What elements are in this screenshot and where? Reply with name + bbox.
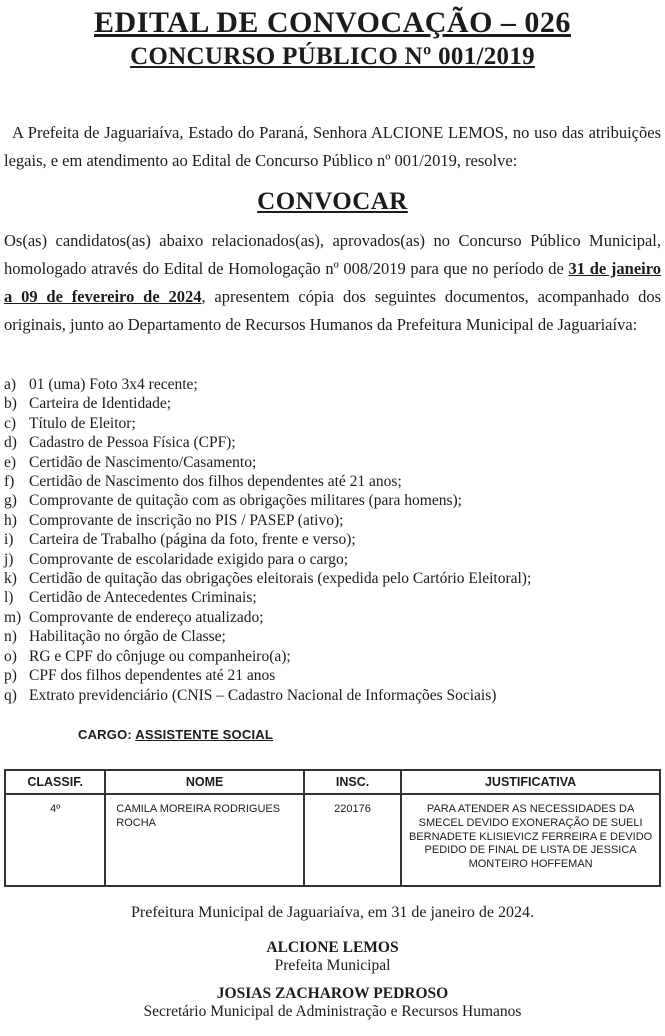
convocation-period: 31 de janeiro a 09 de fevereiro de 2024	[4, 259, 662, 306]
cargo-value: ASSISTENTE SOCIAL	[135, 726, 273, 742]
signature-role: Secretário Municipal de Administração e Recursos Humanos	[143, 1002, 522, 1020]
list-letter: h)	[4, 511, 17, 529]
list-item-g	[4, 491, 661, 510]
list-letter: c)	[4, 414, 17, 432]
list-text: Certidão de quitação das obrigações eleitorais (expedida pelo Cartório Eleitoral);	[29, 570, 532, 588]
list-item-o	[4, 647, 661, 666]
convocar-heading: CONVOCAR	[257, 188, 408, 215]
list-item-k	[4, 569, 661, 588]
cell-nome: CAMILA MOREIRA RODRIGUES ROCHA	[105, 794, 304, 886]
list-text: Certidão de Nascimento dos filhos dependentes até 21 anos;	[29, 473, 402, 491]
list-item-j	[4, 550, 661, 569]
list-text: Certidão de Antecedentes Criminais;	[29, 589, 257, 607]
list-letter: k)	[4, 570, 17, 588]
header-insc: INSC.	[304, 770, 401, 794]
cell-insc: 220176	[304, 794, 401, 886]
list-item-e	[4, 453, 661, 472]
candidates-table	[4, 769, 661, 887]
signature-role: Prefeita Municipal	[274, 956, 391, 974]
list-text: CPF dos filhos dependentes até 21 anos	[29, 667, 276, 685]
convocation-text-start: Os(as) candidatos(as) abaixo relacionados(as), aprovados(as) no Concurso Público Municipal, homologado através do Edital de Homologação nº 008/2019 para que no período de	[4, 231, 661, 278]
table-row	[5, 794, 660, 886]
cargo-label: CARGO:	[78, 726, 136, 742]
list-item-b	[4, 394, 661, 413]
list-item-q	[4, 686, 661, 705]
list-item-c	[4, 414, 661, 433]
list-text: Certidão de Nascimento/Casamento;	[29, 453, 257, 471]
document-subtitle: CONCURSO PÚBLICO Nº 001/2019	[130, 43, 535, 70]
intro-paragraph: A Prefeita de Jaguariaíva, Estado do Paraná, Senhora ALCIONE LEMOS, no uso das atribuições legais, e em atendimento ao Edital de Concurso Público nº 001/2019, resolve:	[4, 123, 661, 170]
list-letter: q)	[4, 686, 17, 704]
table-header-row	[5, 770, 660, 794]
date-line: Prefeitura Municipal de Jaguariaíva, em 31 de janeiro de 2024.	[131, 903, 534, 921]
list-text: Extrato previdenciário (CNIS – Cadastro Nacional de Informações Sociais)	[29, 686, 497, 704]
list-text: Título de Eleitor;	[29, 414, 136, 432]
list-text: Habilitação no órgão de Classe;	[29, 628, 226, 646]
list-item-m	[4, 608, 661, 627]
list-text: Carteira de Identidade;	[29, 395, 172, 413]
list-item-f	[4, 472, 661, 491]
header-nome: NOME	[105, 770, 304, 794]
list-text: Cadastro de Pessoa Física (CPF);	[29, 434, 236, 452]
cell-classif: 4º	[5, 794, 105, 886]
list-item-d	[4, 433, 661, 452]
list-text: Comprovante de escolaridade exigido para o cargo;	[29, 550, 349, 568]
list-letter: f)	[4, 473, 15, 491]
required-documents-list	[4, 375, 661, 705]
list-letter: m)	[4, 608, 22, 626]
cargo-line	[78, 727, 661, 743]
header-classif: CLASSIF.	[5, 770, 105, 794]
list-item-i	[4, 530, 661, 549]
list-item-a	[4, 375, 661, 394]
list-letter: i)	[4, 531, 14, 549]
list-letter: l)	[4, 589, 14, 607]
list-letter: a)	[4, 376, 17, 393]
list-item-h	[4, 511, 661, 530]
signature-secretary	[4, 985, 661, 1021]
cell-justificativa: PARA ATENDER AS NECESSIDADES DA SMECEL DEVIDO EXONERAÇÃO DE SUELI BERNADETE KLISIEVICZ FERREIRA E DEVIDO PEDIDO DE FINAL DE LISTA DE JESSICA MONTEIRO HOFFEMAN	[401, 794, 660, 886]
list-letter: p)	[4, 667, 17, 685]
list-letter: b)	[4, 395, 17, 413]
list-letter: j)	[4, 550, 14, 568]
document-title: EDITAL DE CONVOCAÇÃO – 026	[94, 6, 571, 39]
convocation-text-end: , apresentem cópia dos seguintes documentos, acompanhado dos originais, junto ao Departamento de Recursos Humanos da Prefeitura Municipal de Jaguariaíva:	[4, 287, 661, 334]
convocation-paragraph	[4, 227, 661, 339]
list-item-l	[4, 588, 661, 607]
list-text: Comprovante de inscrição no PIS / PASEP (ativo);	[29, 511, 344, 529]
list-text: Carteira de Trabalho (página da foto, frente e verso);	[29, 531, 356, 549]
list-letter: d)	[4, 434, 17, 452]
list-letter: o)	[4, 647, 17, 665]
list-text: 01 (uma) Foto 3x4 recente;	[29, 376, 198, 393]
signature-name: JOSIAS ZACHAROW PEDROSO	[216, 984, 449, 1002]
list-letter: e)	[4, 453, 17, 471]
signature-name: ALCIONE LEMOS	[266, 938, 399, 956]
signature-mayor	[4, 939, 661, 975]
list-letter: n)	[4, 628, 17, 646]
list-text: RG e CPF do cônjuge ou companheiro(a);	[29, 647, 291, 665]
list-item-n	[4, 627, 661, 646]
list-letter: g)	[4, 492, 17, 510]
list-text: Comprovante de quitação com as obrigações militares (para homens);	[29, 492, 462, 510]
list-text: Comprovante de endereço atualizado;	[29, 608, 264, 626]
header-justificativa: JUSTIFICATIVA	[401, 770, 660, 794]
list-item-p	[4, 666, 661, 685]
